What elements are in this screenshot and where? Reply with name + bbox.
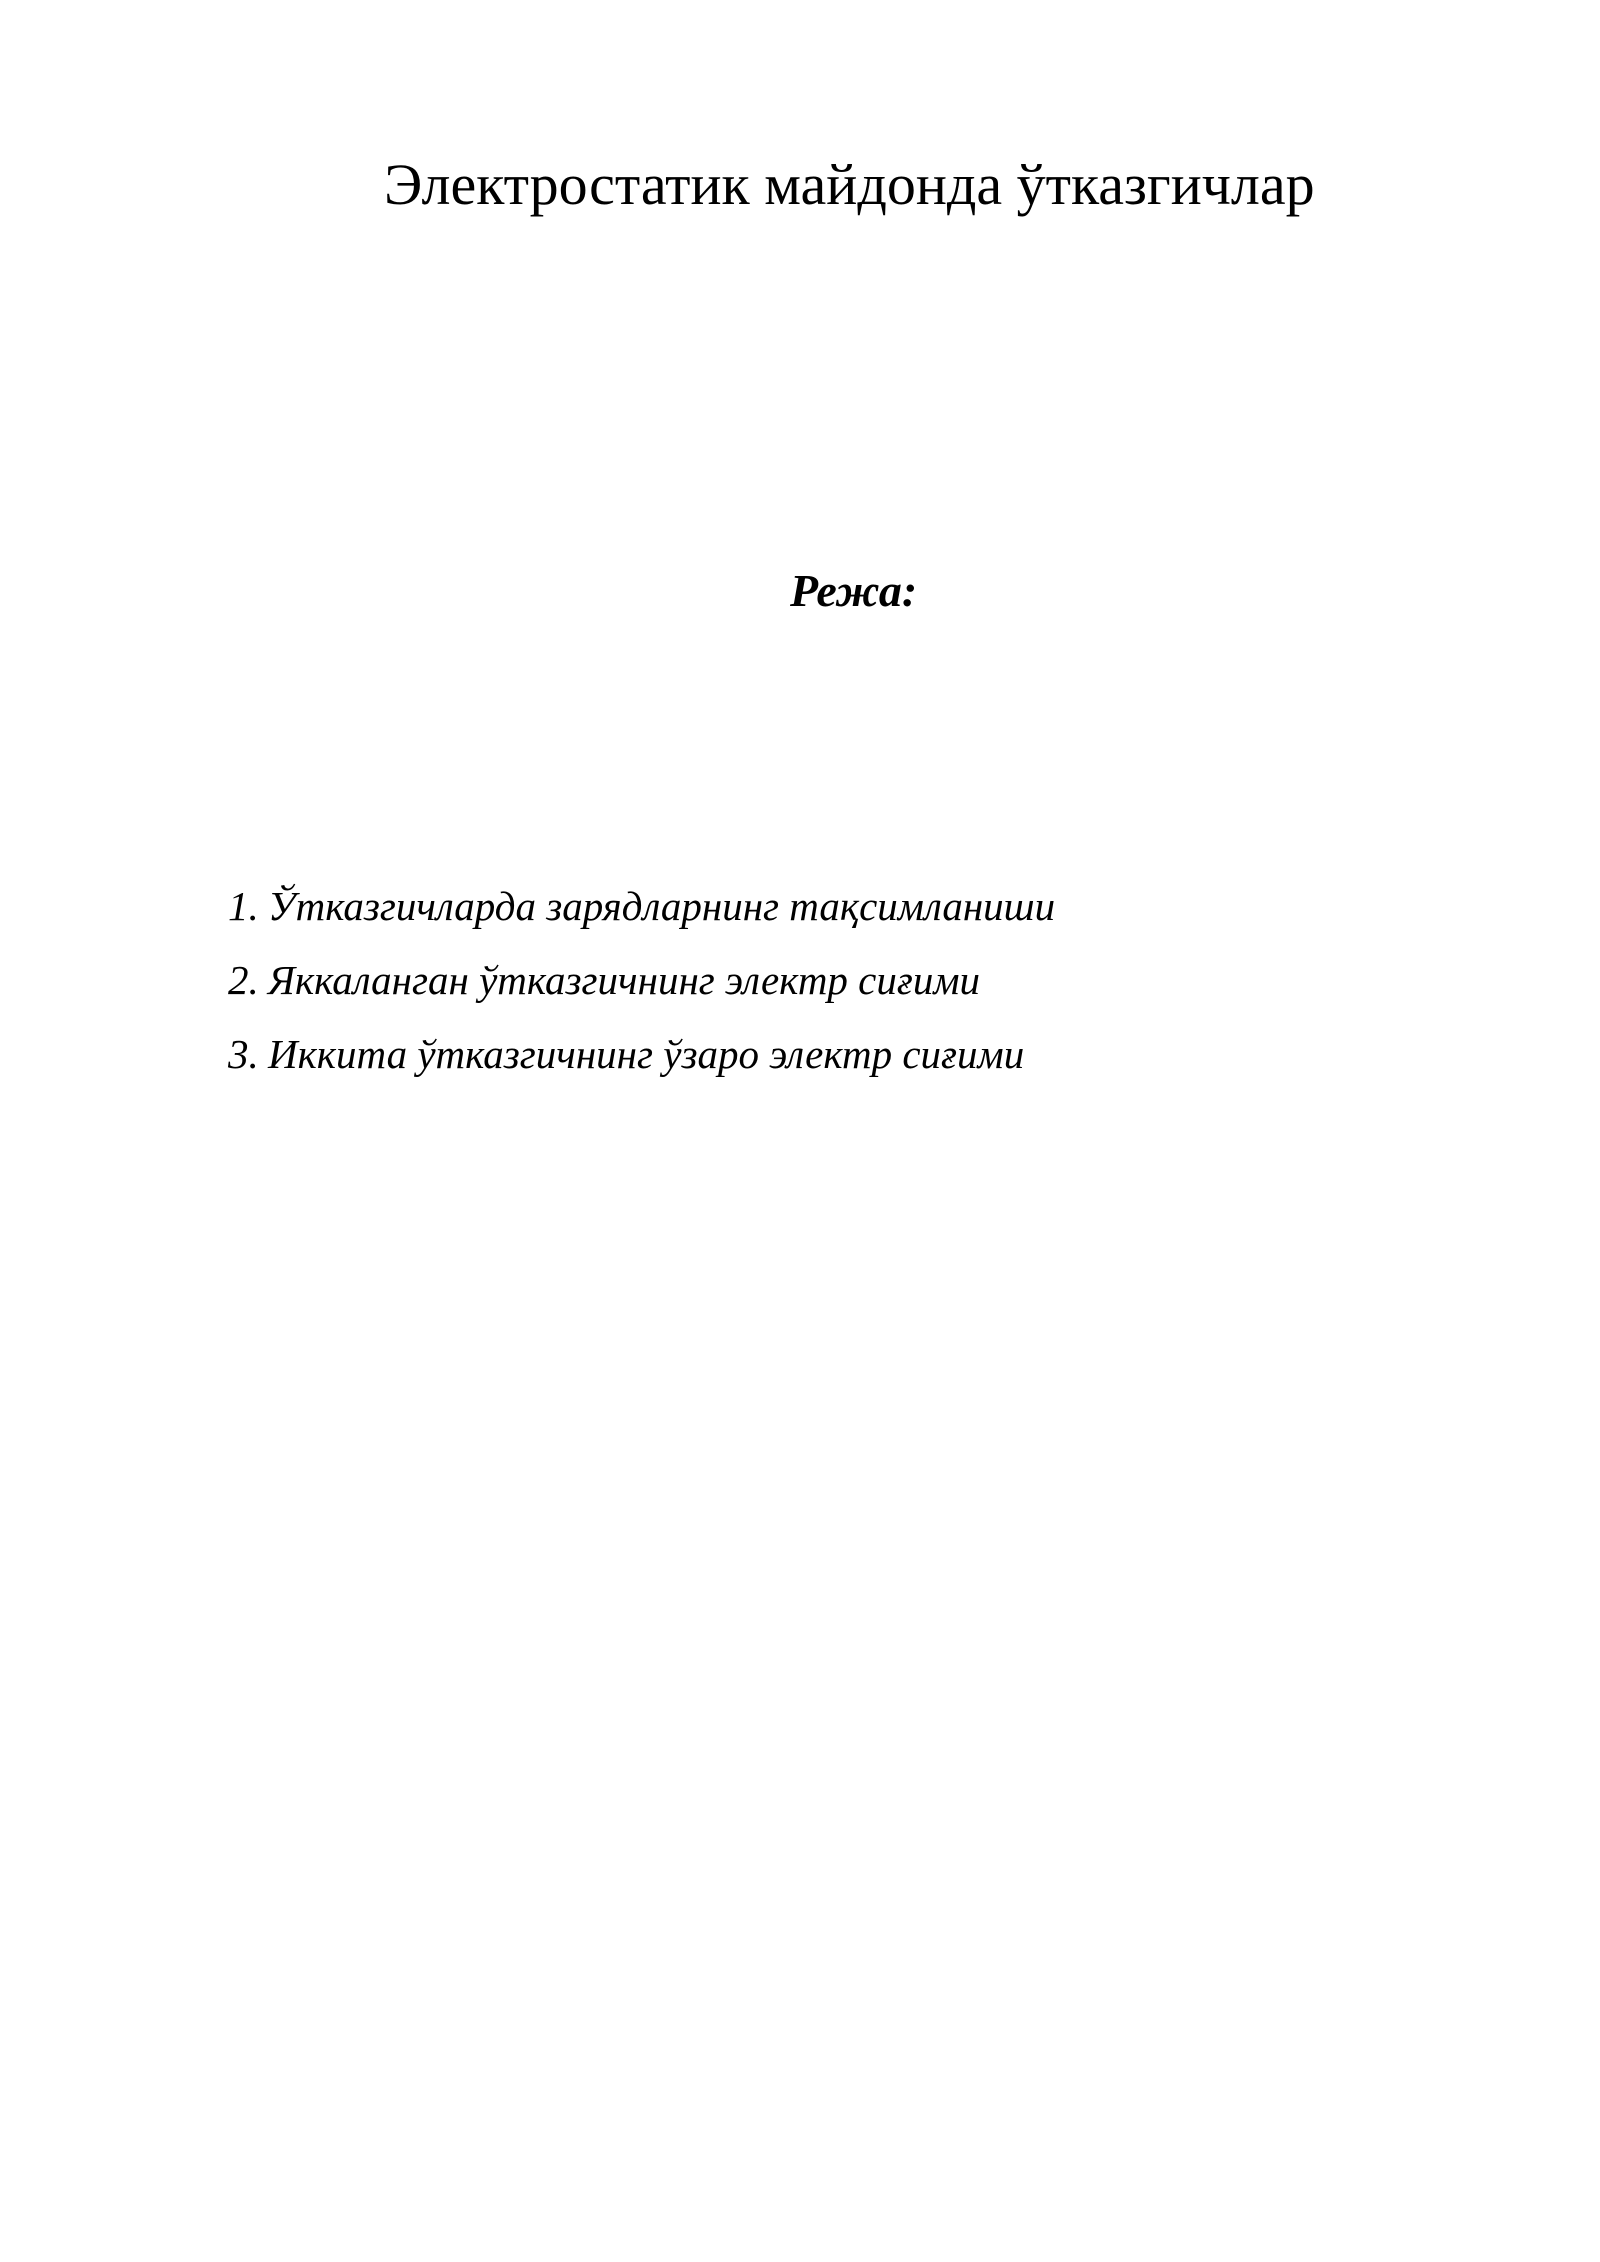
plan-list <box>228 869 1055 1091</box>
plan-item-3 <box>228 1017 1055 1091</box>
plan-item-number: 3. <box>228 1031 259 1077</box>
plan-item-number: 2. <box>228 957 259 1003</box>
plan-item-text: Ўтказгичларда зарядларнинг тақсимланиши <box>268 883 1056 929</box>
plan-item-2 <box>228 943 1055 1017</box>
plan-item-1 <box>228 869 1055 943</box>
plan-heading: Режа: <box>790 565 918 616</box>
document-title: Электростатик майдонда ўтказгичлар <box>384 152 1315 217</box>
plan-item-text: Иккита ўтказгичнинг ўзаро электр сиғими <box>268 1031 1025 1077</box>
plan-item-text: Яккаланган ўтказгичнинг электр сиғими <box>268 957 981 1003</box>
plan-item-number: 1. <box>228 883 259 929</box>
